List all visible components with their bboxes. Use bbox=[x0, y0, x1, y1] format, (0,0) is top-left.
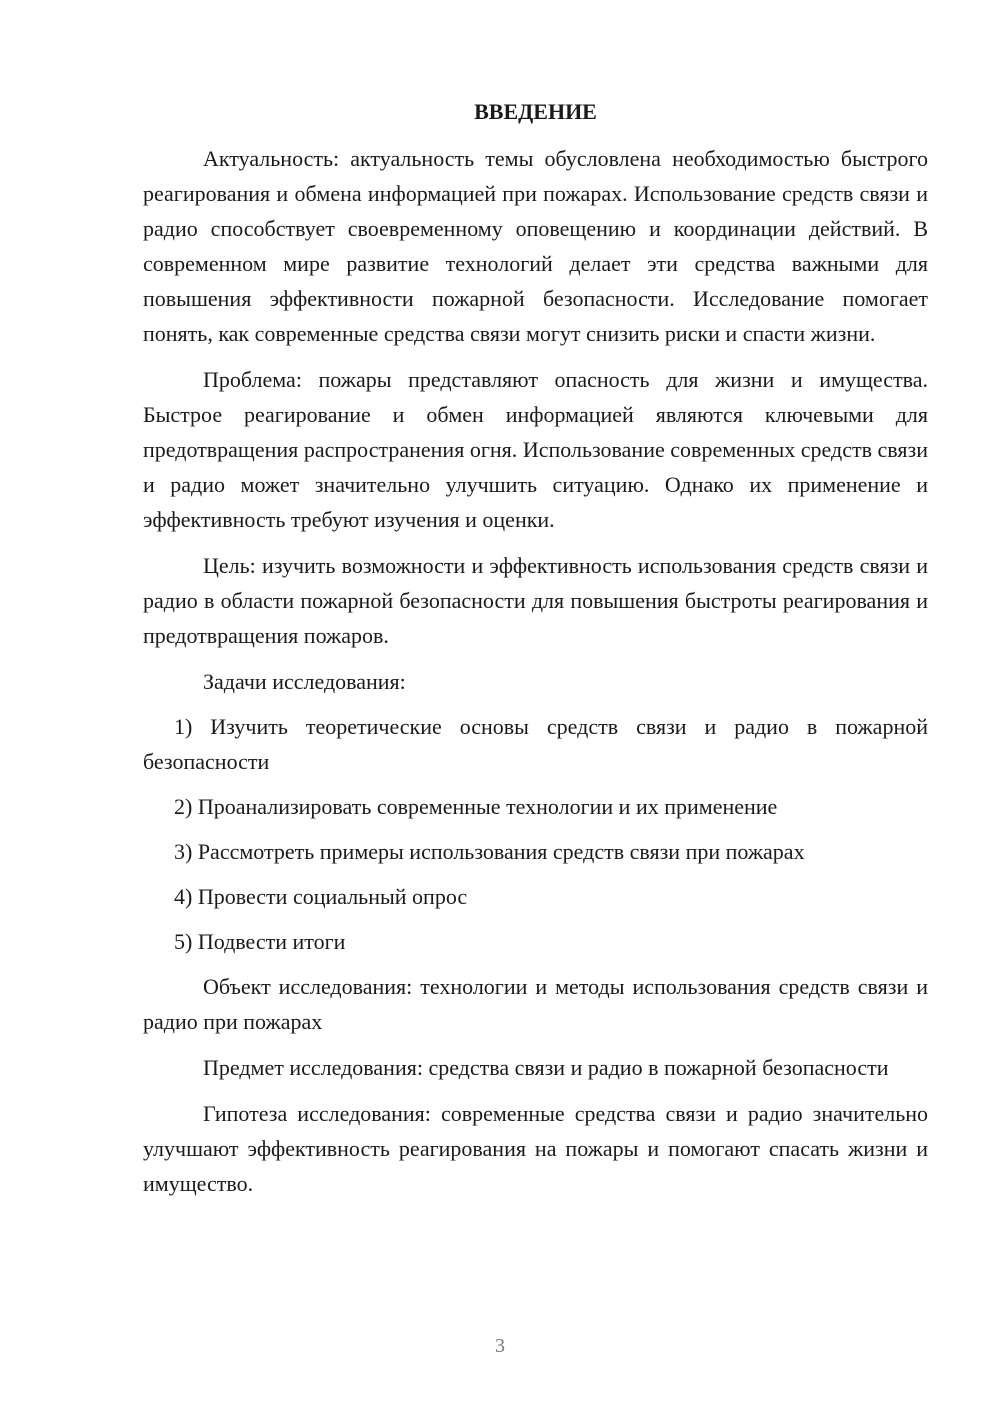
task-item-3: 3) Рассмотреть примеры использования средств связи при пожарах bbox=[174, 839, 805, 864]
subject-paragraph: Предмет исследования: средства связи и радио в пожарной безопасности bbox=[203, 1055, 889, 1080]
hypothesis-paragraph: Гипотеза исследования: современные средства связи и радио значительно улучшают эффективность реагирования на пожары и помогают спасать жизни и имущество. bbox=[143, 1101, 928, 1196]
page-number: 3 bbox=[495, 1335, 505, 1357]
task-item-1: 1) Изучить теоретические основы средств связи и радио в пожарной безопасности bbox=[143, 714, 928, 774]
task-item-4: 4) Провести социальный опрос bbox=[174, 884, 468, 909]
relevance-paragraph: Актуальность: актуальность темы обусловлена необходимостью быстрого реагирования и обмена информацией при пожарах. Использование средств связи и радио способствует своевременному оповещению и координации действий. В современном мире развитие технологий делает эти средства важными для повышения эффективности пожарной безопасности. Исследование помогает понять, как современные средства связи могут снизить риски и спасти жизни. bbox=[143, 146, 928, 346]
task-item-5: 5) Подвести итоги bbox=[174, 929, 346, 954]
section-title: ВВЕДЕНИЕ bbox=[474, 99, 597, 124]
object-paragraph: Объект исследования: технологии и методы использования средств связи и радио при пожарах bbox=[143, 974, 928, 1034]
tasks-heading: Задачи исследования: bbox=[203, 669, 406, 694]
problem-paragraph: Проблема: пожары представляют опасность для жизни и имущества. Быстрое реагирование и обмен информацией являются ключевыми для предотвращения распространения огня. Использование современных средств связи и радио может значительно улучшить ситуацию. Однако их применение и эффективность требуют изучения и оценки. bbox=[143, 367, 928, 532]
page-content bbox=[143, 94, 928, 1212]
goal-paragraph: Цель: изучить возможности и эффективность использования средств связи и радио в области пожарной безопасности для повышения быстроты реагирования и предотвращения пожаров. bbox=[143, 553, 928, 648]
task-item-2: 2) Проанализировать современные технологии и их применение bbox=[174, 794, 778, 819]
